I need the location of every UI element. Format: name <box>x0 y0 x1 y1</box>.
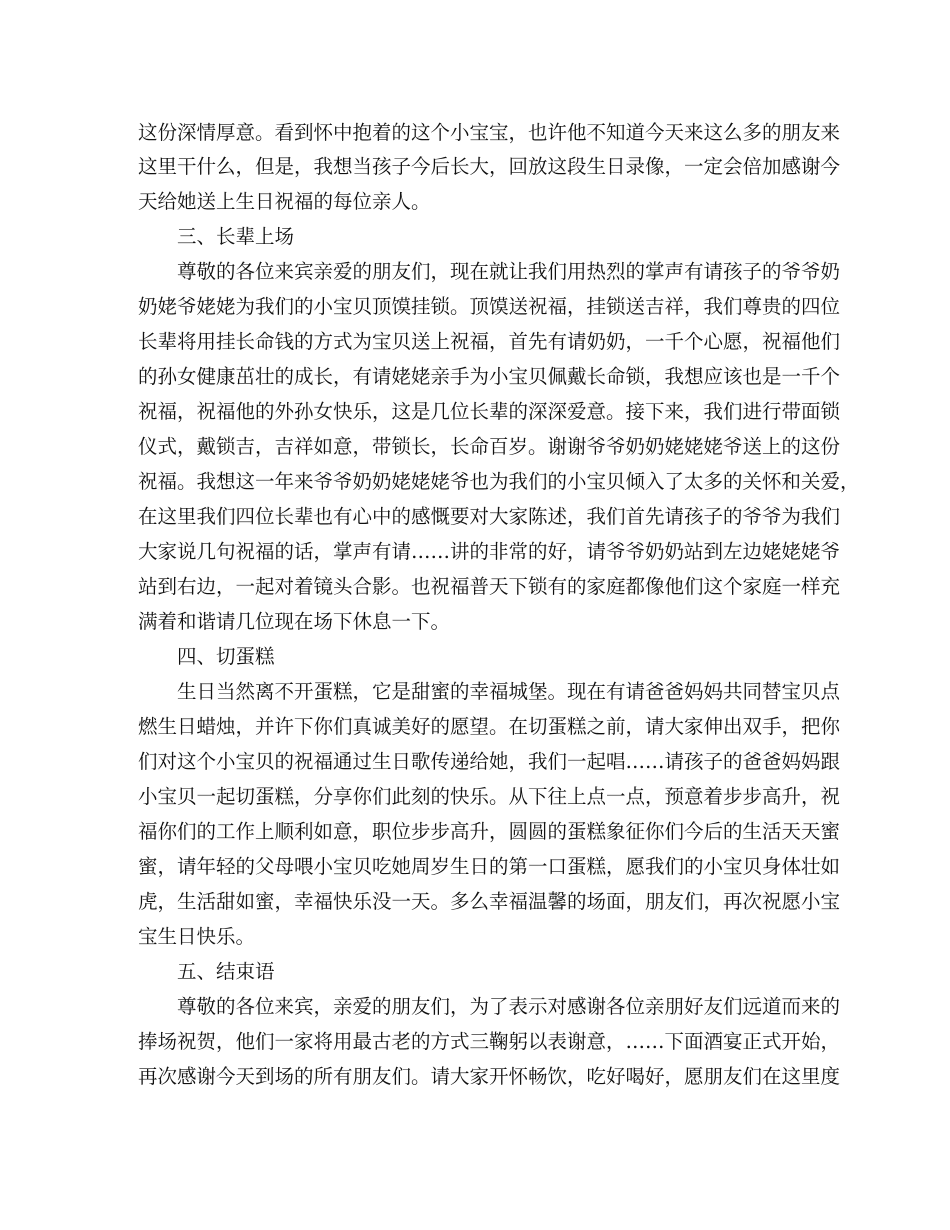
section-heading: 四、切蛋糕 <box>177 645 275 668</box>
paragraph-line: 生日当然离不开蛋糕，它是甜蜜的幸福城堡。现在有请爸爸妈妈共同替宝贝点 <box>177 680 841 703</box>
paragraph-line: 小宝贝一起切蛋糕，分享你们此刻的快乐。从下往上点一点，预意着步步高升，祝 <box>138 785 841 808</box>
paragraph-line: 再次感谢今天到场的所有朋友们。请大家开怀畅饮，吃好喝好，愿朋友们在这里度 <box>138 1065 841 1088</box>
paragraph-line: 福你们的工作上顺利如意，职位步步高升，圆圆的蛋糕象征你们今后的生活天天蜜 <box>138 820 841 843</box>
paragraph-line: 的孙女健康茁壮的成长，有请姥姥亲手为小宝贝佩戴长命锁，我想应该也是一千个 <box>138 365 841 388</box>
paragraph-line: 捧场祝贺，他们一家将用最古老的方式三鞠躬以表谢意，……下面酒宴正式开始， <box>138 1030 841 1053</box>
paragraph-line: 天给她送上生日祝福的每位亲人。 <box>138 190 431 213</box>
paragraph-line: 祝福。我想这一年来爷爷奶奶姥姥姥爷也为我们的小宝贝倾入了太多的关怀和关爱， <box>138 470 860 493</box>
paragraph-line: 尊敬的各位来宾亲爱的朋友们，现在就让我们用热烈的掌声有请孩子的爷爷奶 <box>177 260 841 283</box>
section-heading: 三、长辈上场 <box>177 225 295 248</box>
paragraph-line: 蜜，请年轻的父母喂小宝贝吃她周岁生日的第一口蛋糕，愿我们的小宝贝身体壮如 <box>138 855 841 878</box>
paragraph-line: 长辈将用挂长命钱的方式为宝贝送上祝福，首先有请奶奶，一千个心愿，祝福他们 <box>138 330 841 353</box>
paragraph-line: 燃生日蜡烛，并许下你们真诚美好的愿望。在切蛋糕之前，请大家伸出双手，把你 <box>138 715 841 738</box>
paragraph-line: 宝生日快乐。 <box>138 925 256 948</box>
paragraph-line: 这里干什么，但是，我想当孩子今后长大，回放这段生日录像，一定会倍加感谢今 <box>138 155 841 178</box>
paragraph-line: 们对这个小宝贝的祝福通过生日歌传递给她，我们一起唱……请孩子的爸爸妈妈跟 <box>138 750 841 773</box>
paragraph-line: 祝福，祝福他的外孙女快乐，这是几位长辈的深深爱意。接下来，我们进行带面锁 <box>138 400 841 423</box>
paragraph-line: 虎，生活甜如蜜，幸福快乐没一天。多么幸福温馨的场面，朋友们，再次祝愿小宝 <box>138 890 841 913</box>
paragraph-line: 奶姥爷姥姥为我们的小宝贝顶馍挂锁。顶馍送祝福，挂锁送吉祥，我们尊贵的四位 <box>138 295 841 318</box>
paragraph-line: 在这里我们四位长辈也有心中的感慨要对大家陈述，我们首先请孩子的爷爷为我们 <box>138 505 841 528</box>
paragraph-line: 尊敬的各位来宾，亲爱的朋友们，为了表示对感谢各位亲朋好友们远道而来的 <box>177 995 841 1018</box>
paragraph-line: 这份深情厚意。看到怀中抱着的这个小宝宝，也许他不知道今天来这么多的朋友来 <box>138 121 841 144</box>
paragraph-line: 大家说几句祝福的话，掌声有请……讲的非常的好，请爷爷奶奶站到左边姥姥姥爷 <box>138 540 841 563</box>
paragraph-line: 站到右边，一起对着镜头合影。也祝福普天下锁有的家庭都像他们这个家庭一样充 <box>138 575 841 598</box>
paragraph-line: 满着和谐请几位现在场下休息一下。 <box>138 610 451 633</box>
paragraph-line: 仪式，戴锁吉，吉祥如意，带锁长，长命百岁。谢谢爷爷奶奶姥姥姥爷送上的这份 <box>138 435 841 458</box>
section-heading: 五、结束语 <box>177 960 275 983</box>
